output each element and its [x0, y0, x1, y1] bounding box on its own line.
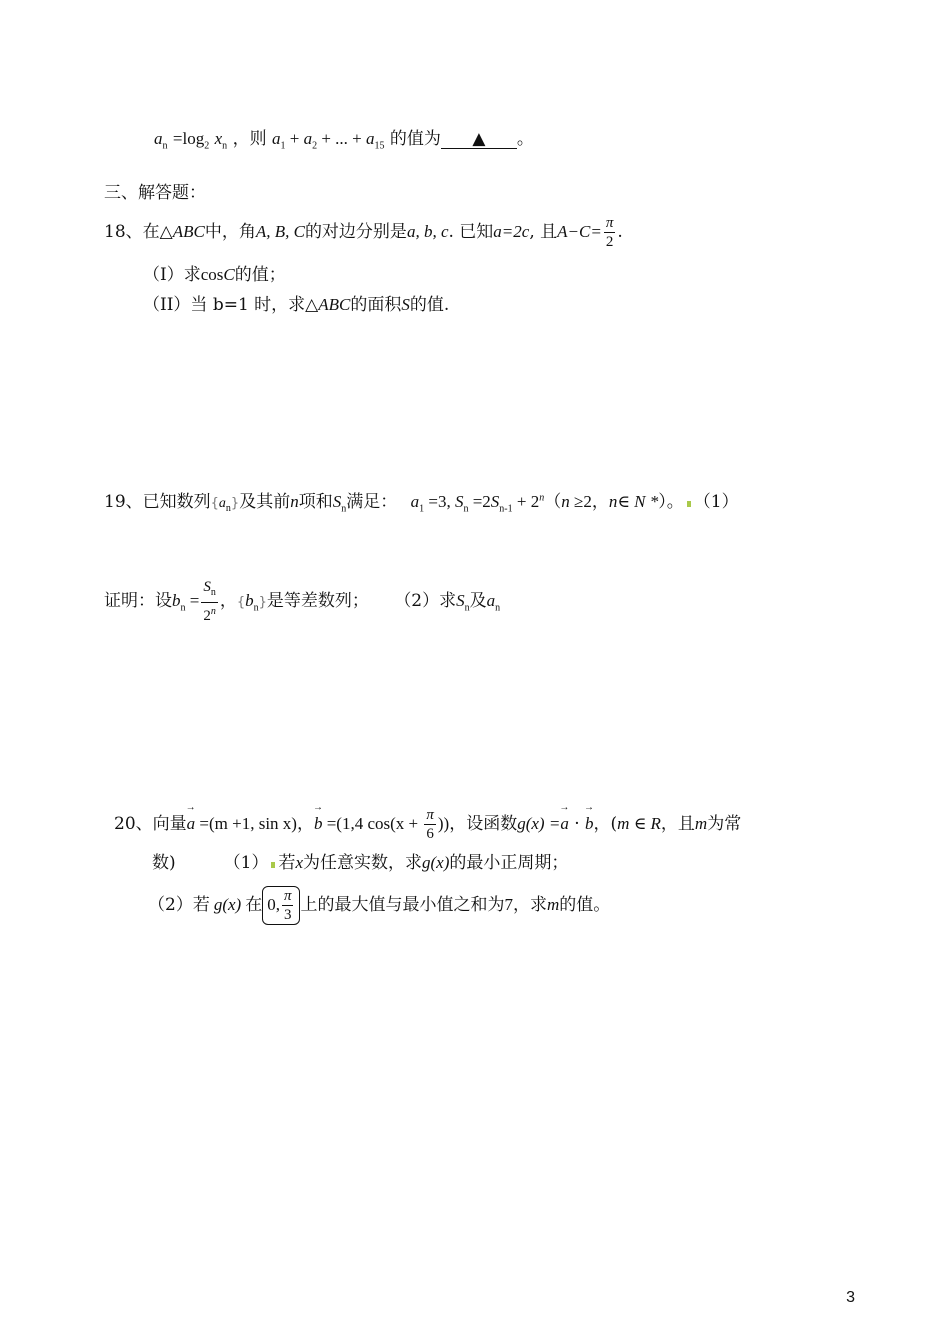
vector-a: → a	[187, 814, 196, 834]
interval-bracket: 0, $\frac{\pi}{3}$	[262, 886, 300, 925]
q20-part1: 数) （1） 若x为任意实数，求g(x)的最小正周期；	[152, 853, 569, 873]
math-an: $a_n$	[154, 129, 168, 152]
q18-part2: （II）当 b=1 时，求△ABC的面积S的值.	[143, 295, 450, 315]
page-number: 3	[846, 1289, 855, 1306]
section-heading: 三、解答题：	[104, 183, 206, 203]
math-log: $=\log_2$	[172, 129, 210, 152]
fraction-pi-over-2: $\frac{\pi}{2}$	[605, 215, 614, 250]
text-value-is: 的值为	[389, 129, 441, 149]
q20-part2: （2）若 g(x) 在 0, $\frac{\pi}{3}$ 上的最大值与最小值之和为7，求m的值。	[148, 888, 611, 923]
q19-statement: 19、已知数列$\{a_n\}$及其前n项和$S_n$满足： $a_1 =3$, $S_n =2S_{n-1} + 2^n(n \ge 2$，n∈ N *）。 （1）	[104, 492, 739, 515]
q18-statement: 18、在△ABC中，角A, B, C的对边分别是a, b, c. 已知a=2c, 且A−C= $\frac{\pi}{2}$ .	[104, 215, 623, 250]
answer-blank	[441, 130, 517, 149]
text-period: 。	[516, 129, 534, 149]
q20-statement: 20、向量→ a =(m +1, sin x)，→ b =(1,4 cos(x + $\frac{\pi}{6}$ ))，设函数g(x) =→ a · → b，(m ∈ R，且m为常	[114, 806, 741, 843]
vector-b: → b	[314, 814, 323, 834]
text-then: ，则	[232, 129, 267, 149]
green-dot-mark	[687, 501, 691, 507]
q19-part-line: 证明：设$b_n$ = $\frac{S_n}{2^n}$ ，$\{b_n\}$是等差数列； （2）求$S_n$及$a_n$	[104, 579, 501, 624]
triangle-icon: ▲	[472, 129, 486, 149]
math-xn: $x_n$	[214, 129, 228, 152]
fraction-sn-over-2n: $\frac{S_n}{2^n}$	[203, 579, 216, 624]
q18-part1: （I）求cosC的值；	[143, 265, 286, 285]
math-sum: $a_1 + a_2$ + ... + $a_{15}$	[271, 129, 385, 152]
green-dot-mark	[271, 862, 275, 868]
fraction-pi-over-6: $\frac{\pi}{6}$	[426, 807, 434, 842]
line-q17-tail	[154, 124, 534, 151]
